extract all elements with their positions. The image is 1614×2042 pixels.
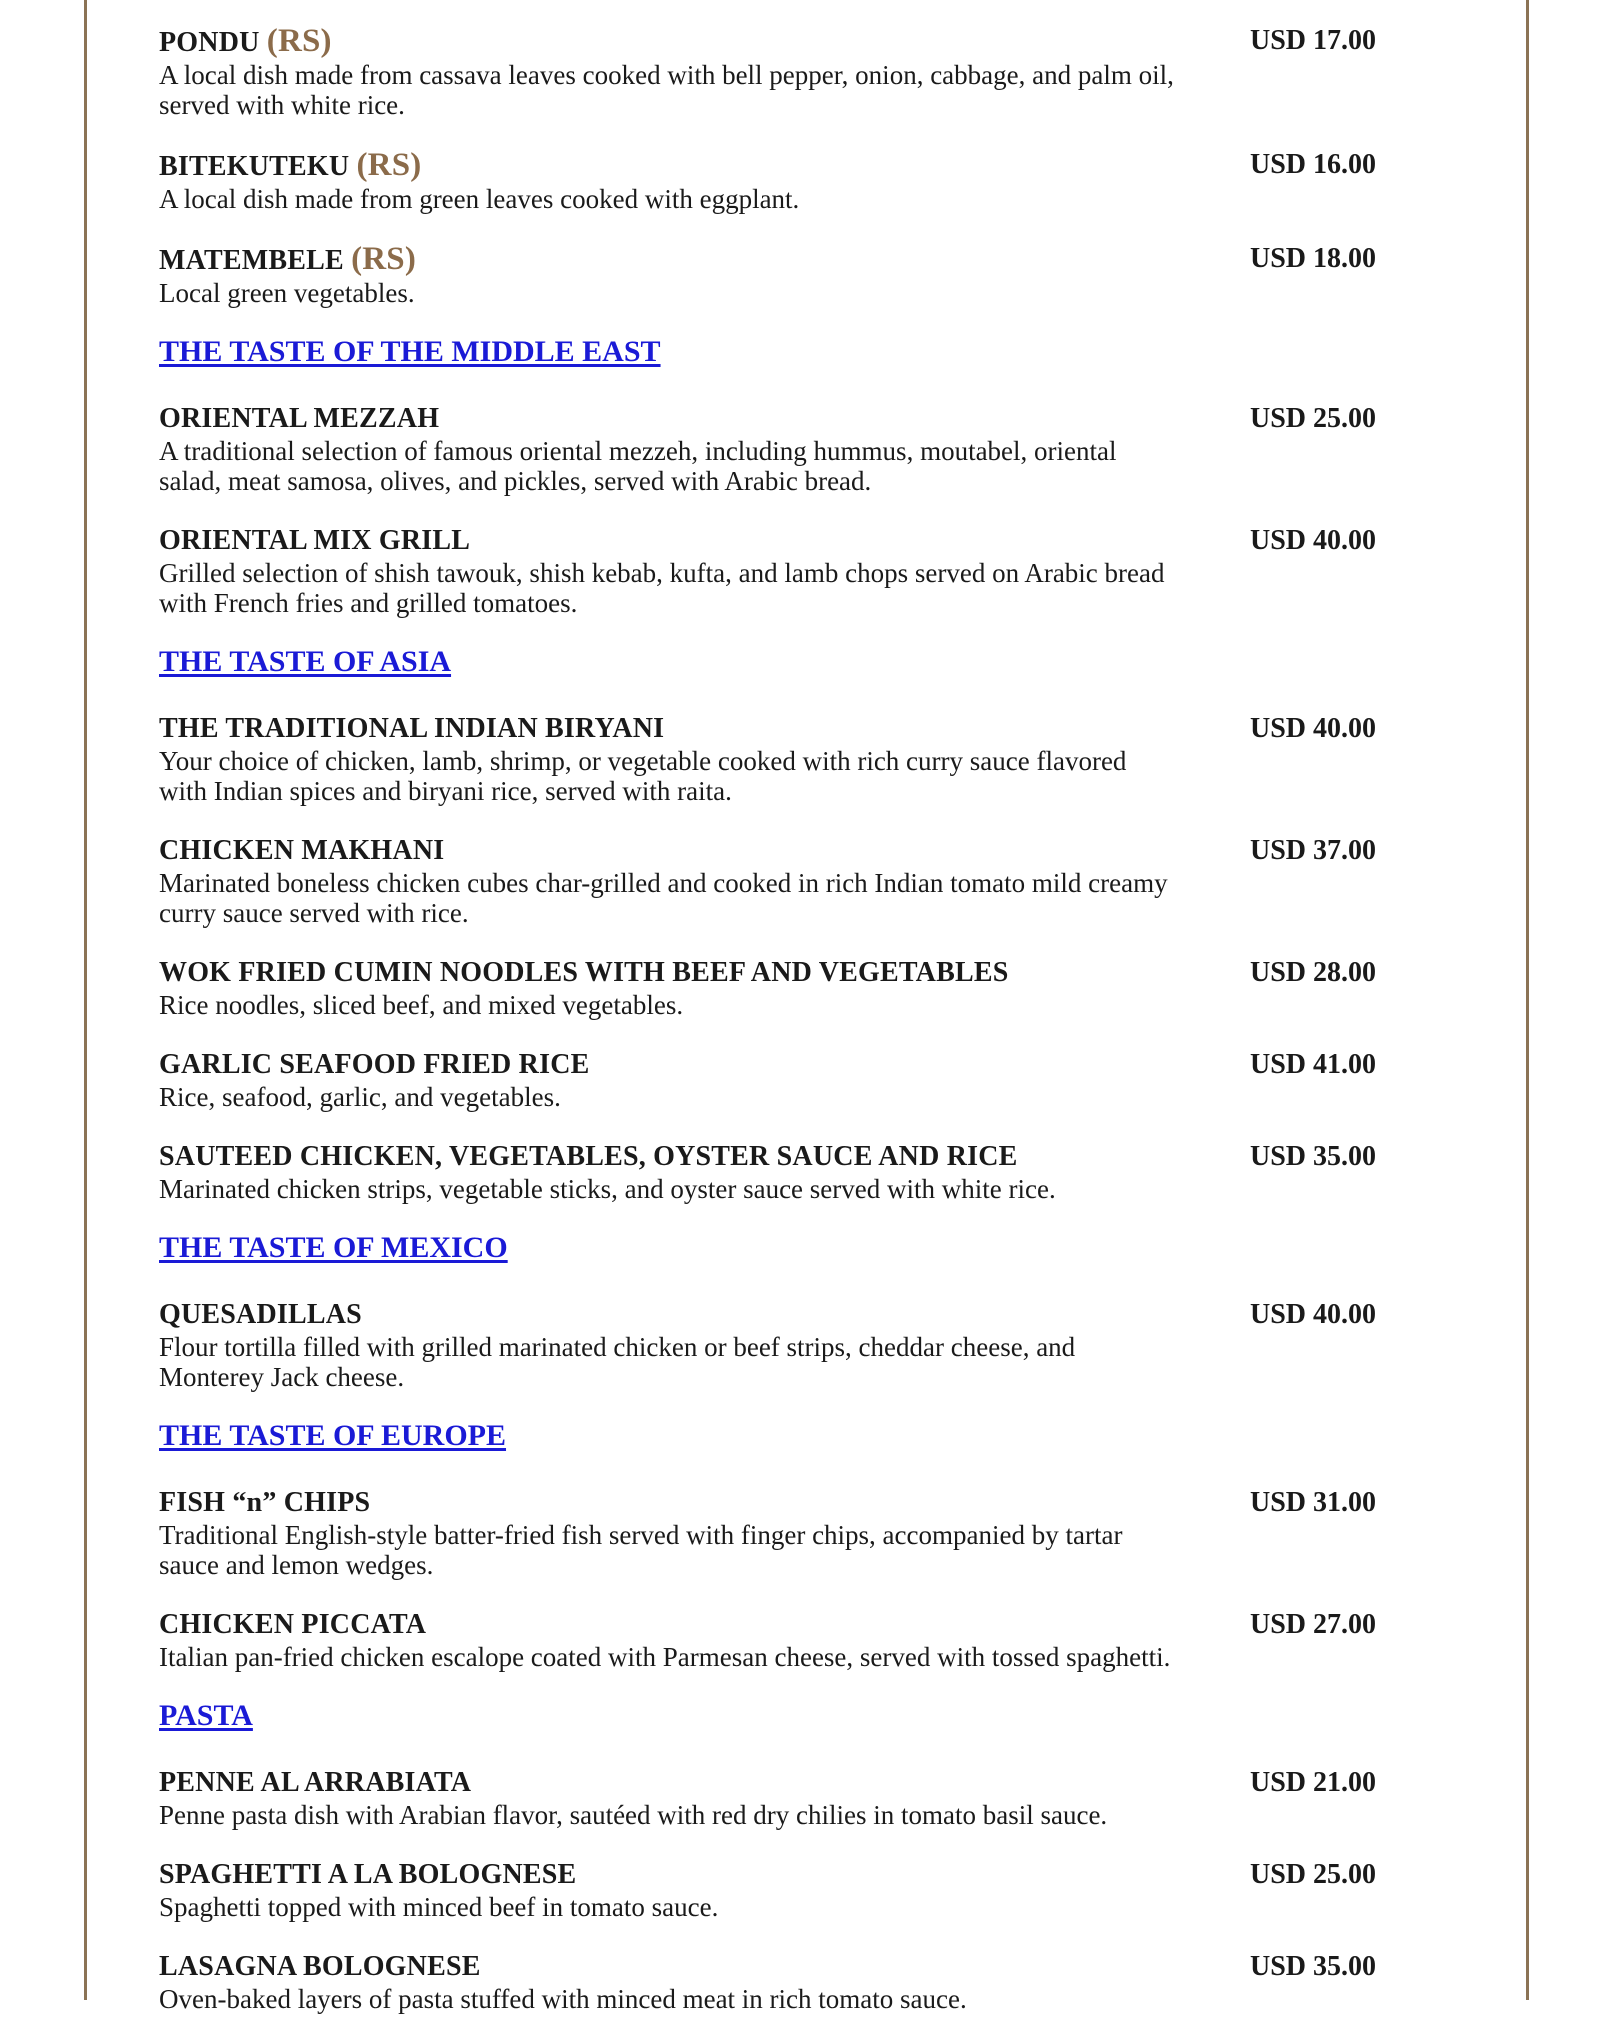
menu-item-name: MATEMBELE (159, 245, 344, 276)
menu-item-name-line (159, 242, 1179, 278)
menu-item-price: USD 25.00 (1250, 403, 1377, 434)
section-title-link[interactable]: THE TASTE OF ASIA (159, 645, 452, 678)
menu-item-text (159, 1048, 1179, 1112)
menu-item-price: USD 17.00 (1250, 25, 1377, 56)
menu-item-name-line (159, 1048, 1179, 1082)
menu-item-text (159, 956, 1179, 1020)
menu-item-text (159, 1608, 1179, 1672)
menu-item-text (159, 24, 1179, 120)
menu-item-price: USD 25.00 (1250, 1859, 1377, 1890)
menu-item (159, 148, 1379, 214)
menu-item-price: USD 35.00 (1250, 1141, 1377, 1172)
menu-item-text (159, 402, 1179, 496)
section-title-link[interactable]: THE TASTE OF EUROPE (159, 1419, 507, 1452)
menu-item-text (159, 242, 1179, 308)
menu-item (159, 1608, 1379, 1672)
menu-item-text (159, 1140, 1179, 1204)
page-border-right (1526, 0, 1529, 2000)
menu-item-name-line (159, 1858, 1179, 1892)
menu-item (159, 1298, 1379, 1392)
menu-item-name-line (159, 1950, 1179, 1984)
page-border-left (84, 0, 87, 2000)
menu-item-description: Flour tortilla filled with grilled marinated chicken or beef strips, cheddar cheese, and Monterey Jack cheese. (159, 1332, 1076, 1392)
menu-item-description: Marinated boneless chicken cubes char-grilled and cooked in rich Indian tomato mild creamy curry sauce served with rice. (159, 868, 1168, 928)
menu-item (159, 834, 1379, 928)
menu-item (159, 1486, 1379, 1580)
menu-item-name: CHICKEN MAKHANI (159, 835, 445, 866)
section-header (159, 332, 1379, 372)
menu-item-name-line (159, 1140, 1179, 1174)
section-header (159, 1416, 1379, 1456)
menu-item (159, 712, 1379, 806)
menu-item-price: USD 16.00 (1250, 149, 1377, 180)
menu-item-name: LASAGNA BOLOGNESE (159, 1951, 481, 1982)
menu-item-name: PENNE AL ARRABIATA (159, 1767, 472, 1798)
menu-item (159, 1048, 1379, 1112)
menu-item-price: USD 40.00 (1250, 713, 1377, 744)
menu-item-price: USD 28.00 (1250, 957, 1377, 988)
menu-item-description: Penne pasta dish with Arabian flavor, sautéed with red dry chilies in tomato basil sauce. (159, 1800, 1108, 1830)
menu-item-name-line (159, 956, 1179, 990)
menu-item-text (159, 1858, 1179, 1922)
menu-item-price: USD 37.00 (1250, 835, 1377, 866)
menu-item-tag: (RS) (356, 147, 422, 183)
menu-item-name: SPAGHETTI A LA BOLOGNESE (159, 1859, 577, 1890)
menu-item (159, 1950, 1379, 2014)
menu-item-text (159, 1486, 1179, 1580)
menu-item-tag: (RS) (266, 23, 332, 59)
section-title-link[interactable]: THE TASTE OF THE MIDDLE EAST (159, 335, 661, 368)
menu-item-name: PONDU (159, 27, 260, 58)
menu-item-description: Marinated chicken strips, vegetable sticks, and oyster sauce served with white rice. (159, 1174, 1056, 1204)
menu-item-text (159, 1766, 1179, 1830)
menu-item-name-line (159, 402, 1179, 436)
menu-item-description: A traditional selection of famous oriental mezzeh, including hummus, moutabel, oriental salad, meat samosa, olives, and pickles, served with Arabic bread. (159, 436, 1117, 496)
menu-item (159, 956, 1379, 1020)
menu-item-price: USD 40.00 (1250, 1299, 1377, 1330)
menu-item-description: Rice noodles, sliced beef, and mixed vegetables. (159, 990, 684, 1020)
section-header (159, 642, 1379, 682)
menu-item-name-line (159, 148, 1179, 184)
menu-item (159, 242, 1379, 308)
menu-item-price: USD 27.00 (1250, 1609, 1377, 1640)
menu-item (159, 1858, 1379, 1922)
menu-item-description: Rice, seafood, garlic, and vegetables. (159, 1082, 561, 1112)
menu-item-name: ORIENTAL MEZZAH (159, 403, 440, 434)
menu-item-name-line (159, 712, 1179, 746)
menu-item-description: Oven-baked layers of pasta stuffed with minced meat in rich tomato sauce. (159, 1984, 967, 2014)
menu-item-price: USD 41.00 (1250, 1049, 1377, 1080)
menu-item-text (159, 712, 1179, 806)
menu-item-name: GARLIC SEAFOOD FRIED RICE (159, 1049, 590, 1080)
menu-item-text (159, 148, 1179, 214)
menu-item-tag: (RS) (351, 241, 417, 277)
menu-item-name-line (159, 1608, 1179, 1642)
menu-item-name: ORIENTAL MIX GRILL (159, 525, 471, 556)
menu-item-price: USD 31.00 (1250, 1487, 1377, 1518)
menu-item-name-line (159, 1486, 1179, 1520)
menu-item-name: WOK FRIED CUMIN NOODLES WITH BEEF AND VEGETABLES (159, 957, 1009, 988)
menu-item-name-line (159, 1766, 1179, 1800)
menu-item-text (159, 524, 1179, 618)
section-title-link[interactable]: THE TASTE OF MEXICO (159, 1231, 508, 1264)
menu-item-price: USD 40.00 (1250, 525, 1377, 556)
menu-item-text (159, 1298, 1179, 1392)
section-title-link[interactable]: PASTA (159, 1699, 253, 1732)
menu-item (159, 524, 1379, 618)
menu-item-description: Local green vegetables. (159, 278, 415, 308)
section-header (159, 1696, 1379, 1736)
menu-item-name-line (159, 524, 1179, 558)
menu-item-name: FISH “n” CHIPS (159, 1487, 371, 1518)
menu-item-description: Spaghetti topped with minced beef in tomato sauce. (159, 1892, 719, 1922)
menu-item-description: Traditional English-style batter-fried fish served with finger chips, accompanied by tartar sauce and lemon wedges. (159, 1520, 1123, 1580)
menu-item-name-line (159, 1298, 1179, 1332)
menu-item (159, 1140, 1379, 1204)
menu-item (159, 24, 1379, 120)
menu-item-name-line (159, 24, 1179, 60)
menu-item (159, 1766, 1379, 1830)
menu-item-text (159, 1950, 1179, 2014)
menu-item-name: THE TRADITIONAL INDIAN BIRYANI (159, 713, 665, 744)
menu-item-price: USD 18.00 (1250, 243, 1377, 274)
section-header (159, 1228, 1379, 1268)
menu-item (159, 402, 1379, 496)
menu-item-description: A local dish made from green leaves cooked with eggplant. (159, 184, 800, 214)
menu-item-name: BITEKUTEKU (159, 151, 350, 182)
menu-item-name: QUESADILLAS (159, 1299, 362, 1330)
menu-item-description: Grilled selection of shish tawouk, shish kebab, kufta, and lamb chops served on Arabic bread with French fries and grilled tomatoes. (159, 558, 1165, 618)
menu-item-description: A local dish made from cassava leaves cooked with bell pepper, onion, cabbage, and palm oil, served with white rice. (159, 60, 1174, 120)
menu-item-text (159, 834, 1179, 928)
menu-item-name-line (159, 834, 1179, 868)
menu-item-name: CHICKEN PICCATA (159, 1609, 427, 1640)
menu-item-description: Your choice of chicken, lamb, shrimp, or vegetable cooked with rich curry sauce flavored with Indian spices and biryani rice, served with raita. (159, 746, 1127, 806)
menu-content (159, 24, 1379, 2042)
menu-item-price: USD 35.00 (1250, 1951, 1377, 1982)
menu-item-price: USD 21.00 (1250, 1767, 1377, 1798)
menu-item-name: SAUTEED CHICKEN, VEGETABLES, OYSTER SAUCE AND RICE (159, 1141, 1018, 1172)
menu-item-description: Italian pan-fried chicken escalope coated with Parmesan cheese, served with tossed spaghetti. (159, 1642, 1171, 1672)
